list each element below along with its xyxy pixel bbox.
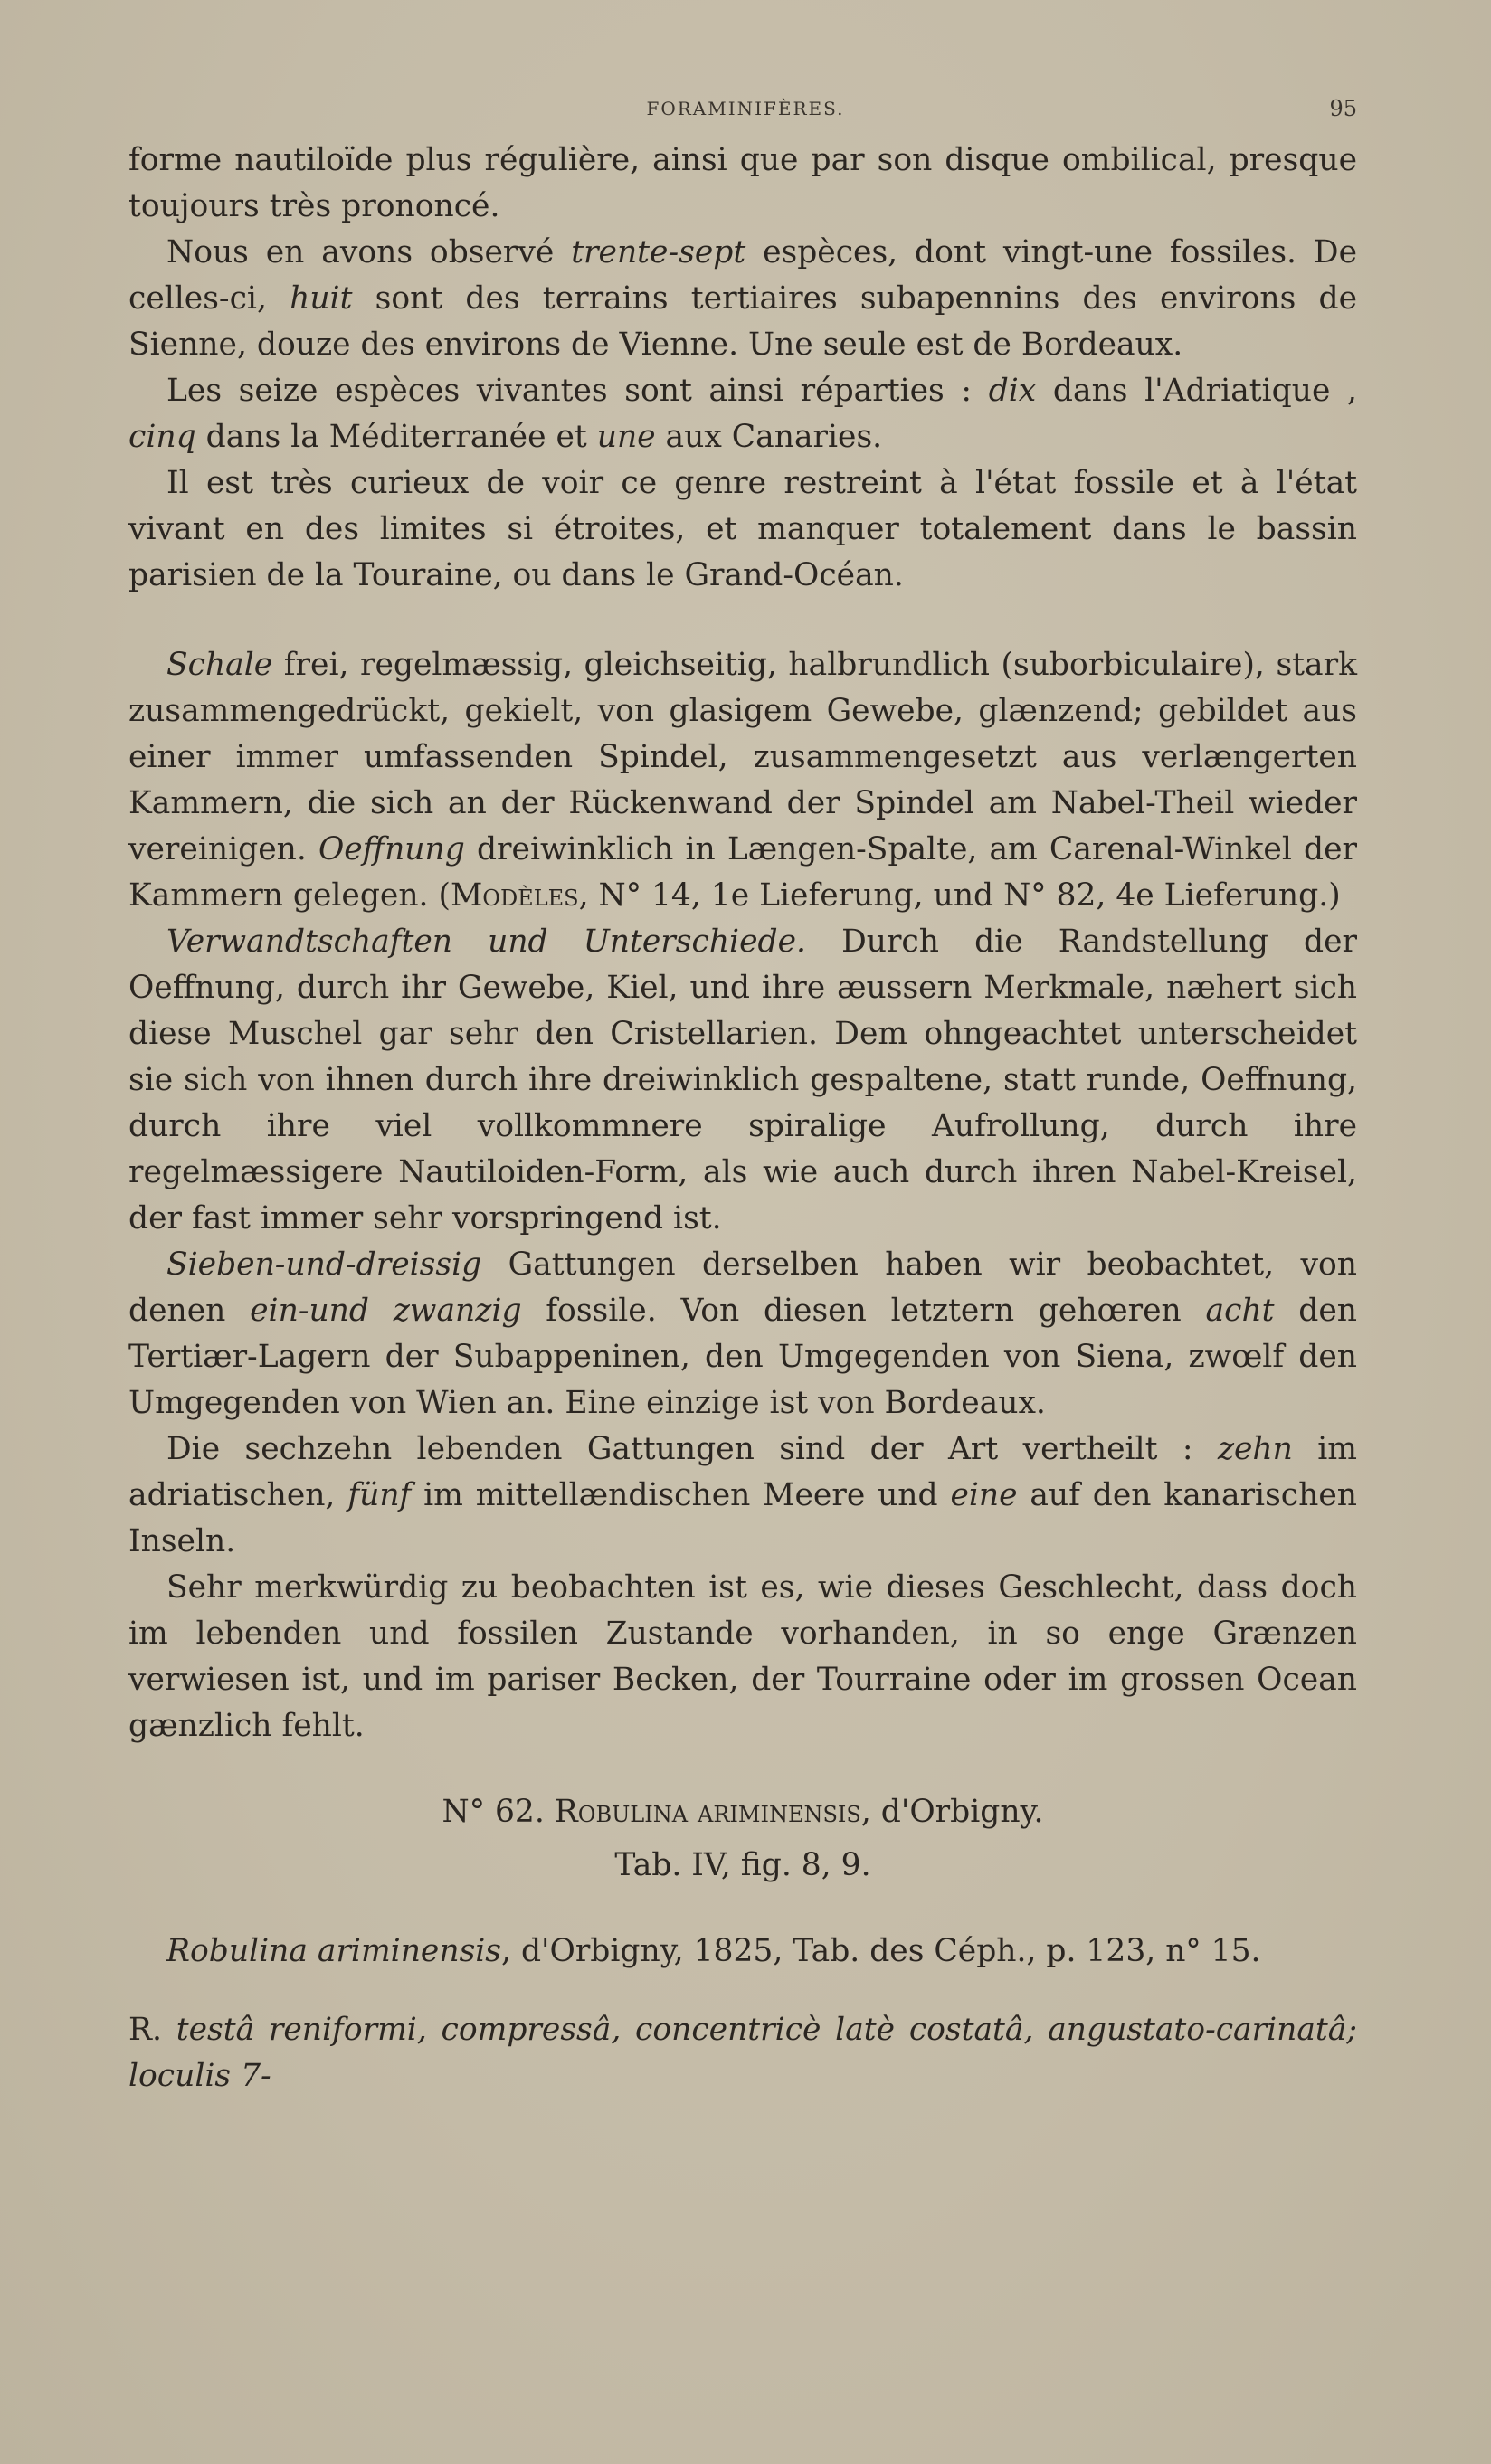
diagnosis-genus: R. <box>128 2012 162 2048</box>
text-run: auf den kanarischen Inseln. <box>128 1477 1357 1559</box>
text-run: Die sechzehn lebenden Gattungen sind der Art vertheilt : <box>166 1431 1218 1467</box>
italic-run: Sieben-und-dreissig <box>166 1246 482 1283</box>
italic-run: acht <box>1205 1293 1275 1329</box>
text-run: den Tertiær-Lagern der Subappeninen, den Umgegenden von Siena, zwœlf den Umgegenden von Wien an. Eine einzige ist von Bordeaux. <box>128 1293 1358 1421</box>
italic-run: ein-und zwanzig <box>250 1293 522 1329</box>
text-run: Gattungen derselben haben wir beobachtet, von denen <box>128 1246 1357 1329</box>
text-run: , N° 14, 1e Lieferung, und N° 82, 4e Lieferung.) <box>578 877 1341 914</box>
italic-run: Schale <box>166 647 273 683</box>
text-run: im adriatischen, <box>128 1431 1357 1513</box>
text-run: fossile. Von diesen letztern gehœren <box>521 1293 1206 1329</box>
text-run: Les seize espèces vivantes sont ainsi réparties : <box>166 373 989 409</box>
text-run: dans la Méditerranée et <box>195 419 597 455</box>
italic-run: fünf <box>347 1477 412 1513</box>
synonym-name: Robulina ariminensis <box>166 1933 502 1969</box>
german-paragraph-2 <box>128 919 1357 1242</box>
french-paragraph-3 <box>128 368 1357 460</box>
german-paragraph-1 <box>128 642 1357 919</box>
plate-reference: Tab. IV, fig. 8, 9. <box>614 1847 871 1883</box>
italic-run: Oeffnung <box>318 831 465 867</box>
italic-run: une <box>596 419 656 455</box>
italic-run: zehn <box>1217 1431 1293 1467</box>
german-paragraph-4 <box>128 1426 1357 1565</box>
italic-run: Verwandtschaften und Unterschiede. <box>166 924 806 960</box>
text-run: im mittellændischen Meere und <box>411 1477 951 1513</box>
italic-run: trente-sept <box>571 234 746 270</box>
latin-diagnosis <box>128 2007 1357 2099</box>
italic-run: dix <box>988 373 1037 409</box>
italic-run: cinq <box>128 419 196 455</box>
species-author: , d'Orbigny. <box>860 1794 1044 1830</box>
text-run: frei, regelmæssig, gleichseitig, halbrundlich (suborbiculaire), stark zusammengedrückt, gekielt, von glasigem Gewebe, glænzend; gebildet aus einer immer umfassenden Spindel, zusammengesetzt aus verlængerten Kammern, die sich an der Rückenwand der Spindel am Nabel-Theil wieder vereinigen. <box>128 647 1357 867</box>
text-run: Durch die Randstellung der Oeffnung, durch ihr Gewebe, Kiel, und ihre æussern Merkmale, næhert sich diese Muschel gar sehr den Cristellarien. Dem ohngeachtet unterscheidet sie sich von ihnen durch ihre dreiwinklich gespaltene, statt runde, Oeffnung, durch ihre viel vollkommnere spiralige Aufrollung, durch ihre regelmæssigere Nautiloiden-Form, als wie auch durch ihren Nabel-Kreisel, der fast immer sehr vorspringend ist. <box>128 924 1358 1237</box>
species-heading <box>128 1789 1357 1835</box>
text-run: Nous en avons observé <box>166 234 572 270</box>
synonymy-line <box>128 1929 1357 1975</box>
french-paragraph-4: Il est très curieux de voir ce genre restreint à l'état fossile et à l'état vivant en des limites si étroites, et manquer totalement dans le bassin parisien de la Touraine, ou dans le Grand-Océan. <box>128 465 1357 593</box>
italic-run: eine <box>950 1477 1018 1513</box>
synonym-reference: , d'Orbigny, 1825, Tab. des Céph., p. 123, n° 15. <box>501 1933 1261 1969</box>
species-number: N° 62. <box>442 1794 545 1830</box>
text-run: espèces, dont vingt-une fossiles. De celles-ci, <box>128 234 1357 317</box>
german-paragraph-3 <box>128 1242 1357 1426</box>
italic-run: huit <box>290 280 353 317</box>
french-paragraph-1: forme nautiloïde plus régulière, ainsi que par son disque ombilical, presque toujours très prononcé. <box>128 142 1357 224</box>
species-name: Robulina ariminensis <box>554 1794 861 1830</box>
running-head: FORAMINIFÈRES. <box>646 98 845 119</box>
text-run: sont des terrains tertiaires subapennins des environs de Sienne, douze des environs de Vienne. Une seule est de Bordeaux. <box>128 280 1357 363</box>
german-paragraph-5: Sehr merkwürdig zu beobachten ist es, wie dieses Geschlecht, dass doch im lebenden und fossilen Zustande vorhanden, in so enge Grænzen verwiesen ist, und im pariser Becken, der Tourraine oder im grossen Ocean gænzlich fehlt. <box>128 1569 1357 1744</box>
page-body <box>128 137 1357 2099</box>
text-run: dans l'Adriatique , <box>1036 373 1357 409</box>
text-run: aux Canaries. <box>655 419 883 455</box>
small-caps-run: Modèles <box>450 877 579 914</box>
page-header <box>0 98 1491 125</box>
page-number: 95 <box>1329 96 1357 121</box>
text-run: dreiwinklich in Længen-Spalte, am Carenal-Winkel der Kammern gelegen. ( <box>128 831 1357 914</box>
diagnosis-text: testâ reniformi, compressâ, concentricè latè costatâ, angustato-carinatâ; loculis 7- <box>128 2012 1357 2094</box>
french-paragraph-2 <box>128 230 1357 368</box>
